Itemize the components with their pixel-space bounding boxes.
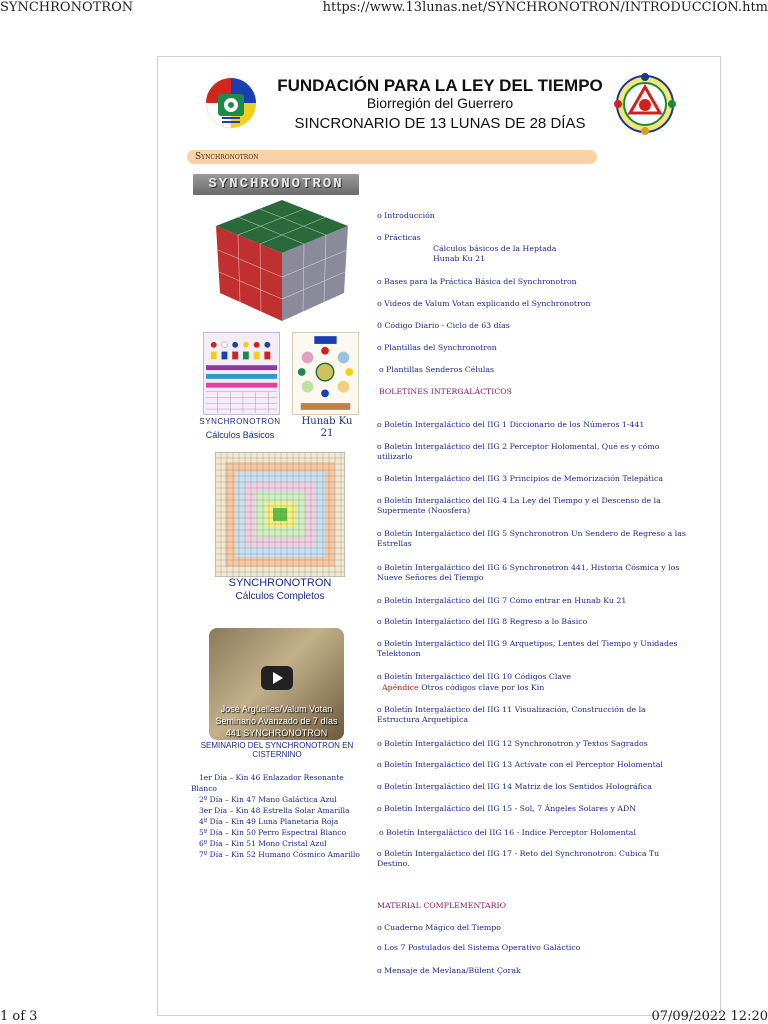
calculos-basicos-image[interactable] [203,332,280,415]
boletin-link[interactable]: o Boletín Intergaláctico del IIG 1 Diccionario de los Números 1-441 [377,420,645,429]
video-line-3: 441 SYNCHRONOTRON [225,728,328,738]
boletin-link[interactable]: o Boletín Intergaláctico del IIG 12 Synchronotron y Textos Sagrados [377,739,648,748]
list-item: 3er Día – Kin 48 Estrella Solar Amarilla [199,806,350,815]
seminario-days-list [191,772,367,860]
link-videos[interactable]: o Videos de Valum Votan explicando el Synchronotron [377,299,591,308]
synchronotron-banner: SYNCHRONOTRON [193,174,359,195]
link-practicas-hunab[interactable]: Hunab Ku 21 [433,254,486,263]
page-count: 1 of 3 [0,1009,38,1024]
hunab-ku-21-image[interactable] [292,332,359,415]
list-item: Blanco [191,784,217,793]
calculos-completos-grid-image[interactable] [215,452,345,577]
apendice-line[interactable] [382,683,702,693]
boletin-link[interactable]: o Boletín Intergaláctico del IIG 7 Cómo entrar en Hunab Ku 21 [377,596,627,605]
synchronotron-cube-image [212,198,352,323]
link-plantillas-senderos[interactable]: o Plantillas Senderos Células [379,365,495,374]
calculos-completos-title[interactable]: SYNCHRONOTRON [228,577,332,589]
browser-url: https://www.13lunas.net/SYNCHRONOTRON/INTRODUCCION.htm [322,0,768,15]
boletin-link[interactable]: o Boletín Intergaláctico del IIG 11 Visualización, Construcción de la Estructura Arquetípica [377,705,646,724]
video-line-1: José Argüelles/Valum Votan [220,704,333,714]
seminario-caption[interactable]: SEMINARIO DEL SYNCHRONOTRON EN CISTERNINO [200,741,354,759]
list-item: 2º Día – Kin 47 Mano Galáctica Azul [199,795,337,804]
foundation-logo-right [614,73,676,135]
boletin-link[interactable]: o Boletín Intergaláctico del IIG 8 Regreso a lo Básico [377,617,588,626]
link-plantillas[interactable]: o Plantillas del Synchronotron [377,343,497,352]
link-practicas-heptada[interactable]: Cálculos básicos de la Heptada [433,244,557,253]
boletin-link[interactable]: o Boletín Intergaláctico del IIG 6 Synchronotron 441, Historia Cósmica y los Nueve Señores del Tiempo [377,563,680,582]
boletin-link[interactable]: o Boletín Intergaláctico del IIG 17 - Reto del Synchronotron: Cubica Tu Destino. [377,849,660,868]
seminario-video-thumbnail[interactable] [209,628,344,740]
page-tagline: SINCRONARIO DE 13 LUNAS DE 28 DÍAS [294,115,586,132]
print-datetime: 07/09/2022 12:20 [651,1009,768,1024]
link-codigo-diario[interactable]: 0 Código Diario - Ciclo de 63 días [377,321,510,330]
material-heading: MATERIAL COMPLEMENTARIO [377,901,507,910]
material-link[interactable]: o Cuaderno Mágico del Tiempo [377,923,501,932]
list-item: 4º Día – Kin 49 Luna Planetaria Roja [199,817,339,826]
boletin-link[interactable]: o Boletín Intergaláctico del IIG 10 Códigos Clave [377,672,572,681]
boletin-link[interactable]: o Boletín Intergaláctico del IIG 16 - Indice Perceptor Holomental [379,828,636,837]
material-link[interactable]: o Mensaje de Mevlana/Bülent Çorak [377,966,521,975]
list-item: 7º Día – Kin 52 Humano Cósmico Amarillo [199,850,360,859]
link-introduccion[interactable]: o Introducción [377,211,435,220]
foundation-logo-left [204,76,258,134]
boletin-link[interactable]: o Boletín Intergaláctico del IIG 2 Perceptor Holomental, Qué es y cómo utilizarlo [377,442,660,461]
hunab-ku-caption[interactable]: Hunab Ku 21 [301,416,353,439]
boletin-link[interactable]: o Boletín Intergaláctico del IIG 3 Principios de Memorización Telepática [377,474,664,483]
calculos-completos-caption[interactable]: Cálculos Completos [235,591,325,602]
calculos-basicos-title[interactable]: SYNCHRONOTRON [199,417,281,426]
list-item: 6º Día – Kin 51 Mono Cristal Azul [199,839,327,848]
boletin-link[interactable]: o Boletín Intergaláctico del IIG 9 Arquetipos, Lentes del Tiempo y Unidades Telektonon [377,639,678,658]
apendice-label[interactable]: Apéndice [382,683,419,692]
video-line-2: Seminario Avanzado de 7 días [215,716,338,726]
boletines-heading: BOLETINES INTERGALÁCTICOS [379,387,513,396]
browser-tab-title: SYNCHRONOTRON [0,0,134,15]
boletin-link[interactable]: o Boletín Intergaláctico del IIG 5 Synchronotron Un Sendero de Regreso a las Estrellas [377,529,686,548]
page-title: FUNDACIÓN PARA LA LEY DEL TIEMPO [277,76,603,95]
link-bases[interactable]: o Bases para la Práctica Básica del Synchronotron [377,277,577,286]
link-practicas[interactable]: o Prácticas [377,233,421,242]
boletin-link[interactable]: o Boletín Intergaláctico del IIG 14 Matriz de los Sentidos Holográfica [377,782,652,791]
boletin-link[interactable]: o Boletín Intergaláctico del IIG 13 Actívate con el Perceptor Holomental [377,760,663,769]
calculos-basicos-caption[interactable]: Cálculos Básicos [205,430,275,440]
play-icon[interactable] [261,666,293,690]
boletin-link[interactable]: o Boletín Intergaláctico del IIG 15 - Sol, 7 Ángeles Solares y ADN [377,804,637,813]
boletin-link[interactable]: o Boletín Intergaláctico del IIG 4 La Ley del Tiempo y el Descenso de la Supermente (Noosfera) [377,496,661,515]
list-item: 5º Día – Kin 50 Perro Espectral Blanco [199,828,346,837]
list-item: 1er Día – Kin 46 Enlazador Resonante [199,773,344,782]
material-link[interactable]: o Los 7 Postulados del Sistema Operativo Galáctico [377,943,581,952]
section-bar: Synchronotron [187,150,597,164]
apendice-text[interactable]: Otros códigos clave por los Kin [421,683,545,692]
page-subtitle: Biorregión del Guerrero [366,95,514,111]
